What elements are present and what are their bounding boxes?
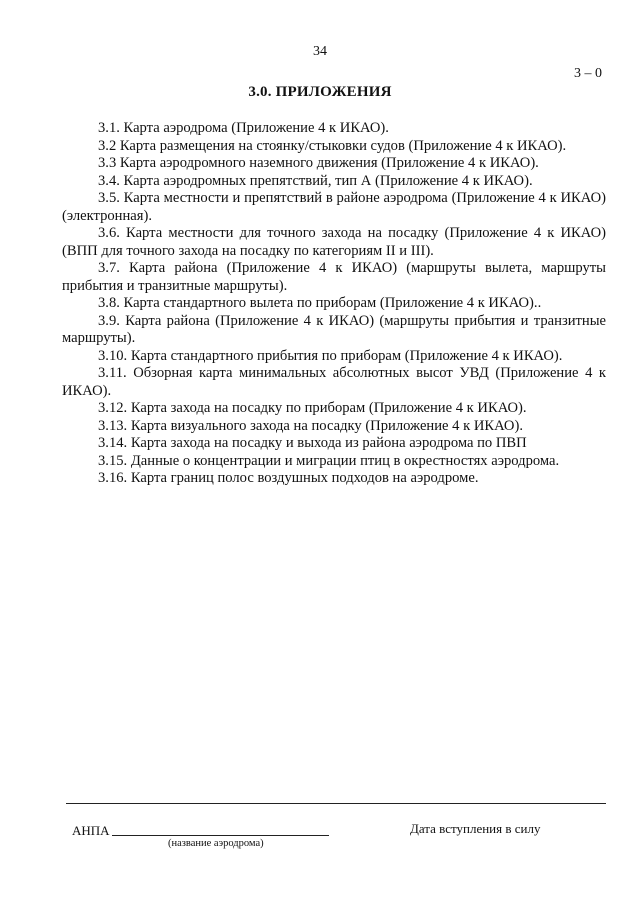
list-item: 3.13. Карта визуального захода на посадку (Приложение 4 к ИКАО). [98,417,523,434]
aerodrome-name-caption: (название аэродрома) [168,838,264,849]
list-item: 3.9. Карта района (Приложение 4 к ИКАО) (маршруты прибытия и транзитные маршруты). [62,312,606,346]
list-item: 3.5. Карта местности и препятствий в районе аэродрома (Приложение 4 к ИКАО) (электронная). [62,190,606,224]
list-item: 3.16. Карта границ полос воздушных подходов на аэродроме. [98,470,479,486]
list-item: 3.12. Карта захода на посадку по приборам (Приложение 4 к ИКАО). [98,400,527,416]
section-code: 3 – 0 [574,66,602,81]
footer-anpa-label: АНПА [72,823,110,838]
effective-date-label: Дата вступления в силу [410,821,541,836]
list-item: 3.10. Карта стандартного прибытия по приборам (Приложение 4 к ИКАО). [98,347,563,364]
list-item: 3.3 Карта аэродромного наземного движения (Приложение 4 к ИКАО). [98,155,539,171]
section-title: 3.0. ПРИЛОЖЕНИЯ [248,84,392,100]
list-item: 3.11. Обзорная карта минимальных абсолютных высот УВД (Приложение 4 к ИКАО). [62,365,606,399]
list-item: 3.2 Карта размещения на стоянку/стыковки судов (Приложение 4 к ИКАО). [98,137,567,154]
list-item: 3.8. Карта стандартного вылета по приборам (Приложение 4 к ИКАО).. [98,295,542,311]
list-item: 3.14. Карта захода на посадку и выхода из района аэродрома по ПВП [98,435,527,451]
list-item: 3.6. Карта местности для точного захода на посадку (Приложение 4 к ИКАО) (ВПП для точного захода на посадку по категориям II и III). [62,225,606,259]
page-number: 34 [313,44,327,59]
footer-divider [66,803,606,804]
list-item: 3.7. Карта района (Приложение 4 к ИКАО) (маршруты вылета, маршруты прибытия и транзитные маршруты). [62,260,606,294]
aerodrome-name-blank-line [112,835,329,836]
appendix-list [62,120,606,488]
list-item: 3.4. Карта аэродромных препятствий, тип А (Приложение 4 к ИКАО). [98,172,533,189]
list-item: 3.1. Карта аэродрома (Приложение 4 к ИКАО). [98,120,389,136]
list-item: 3.15. Данные о концентрации и миграции птиц в окрестностях аэродрома. [98,452,560,469]
